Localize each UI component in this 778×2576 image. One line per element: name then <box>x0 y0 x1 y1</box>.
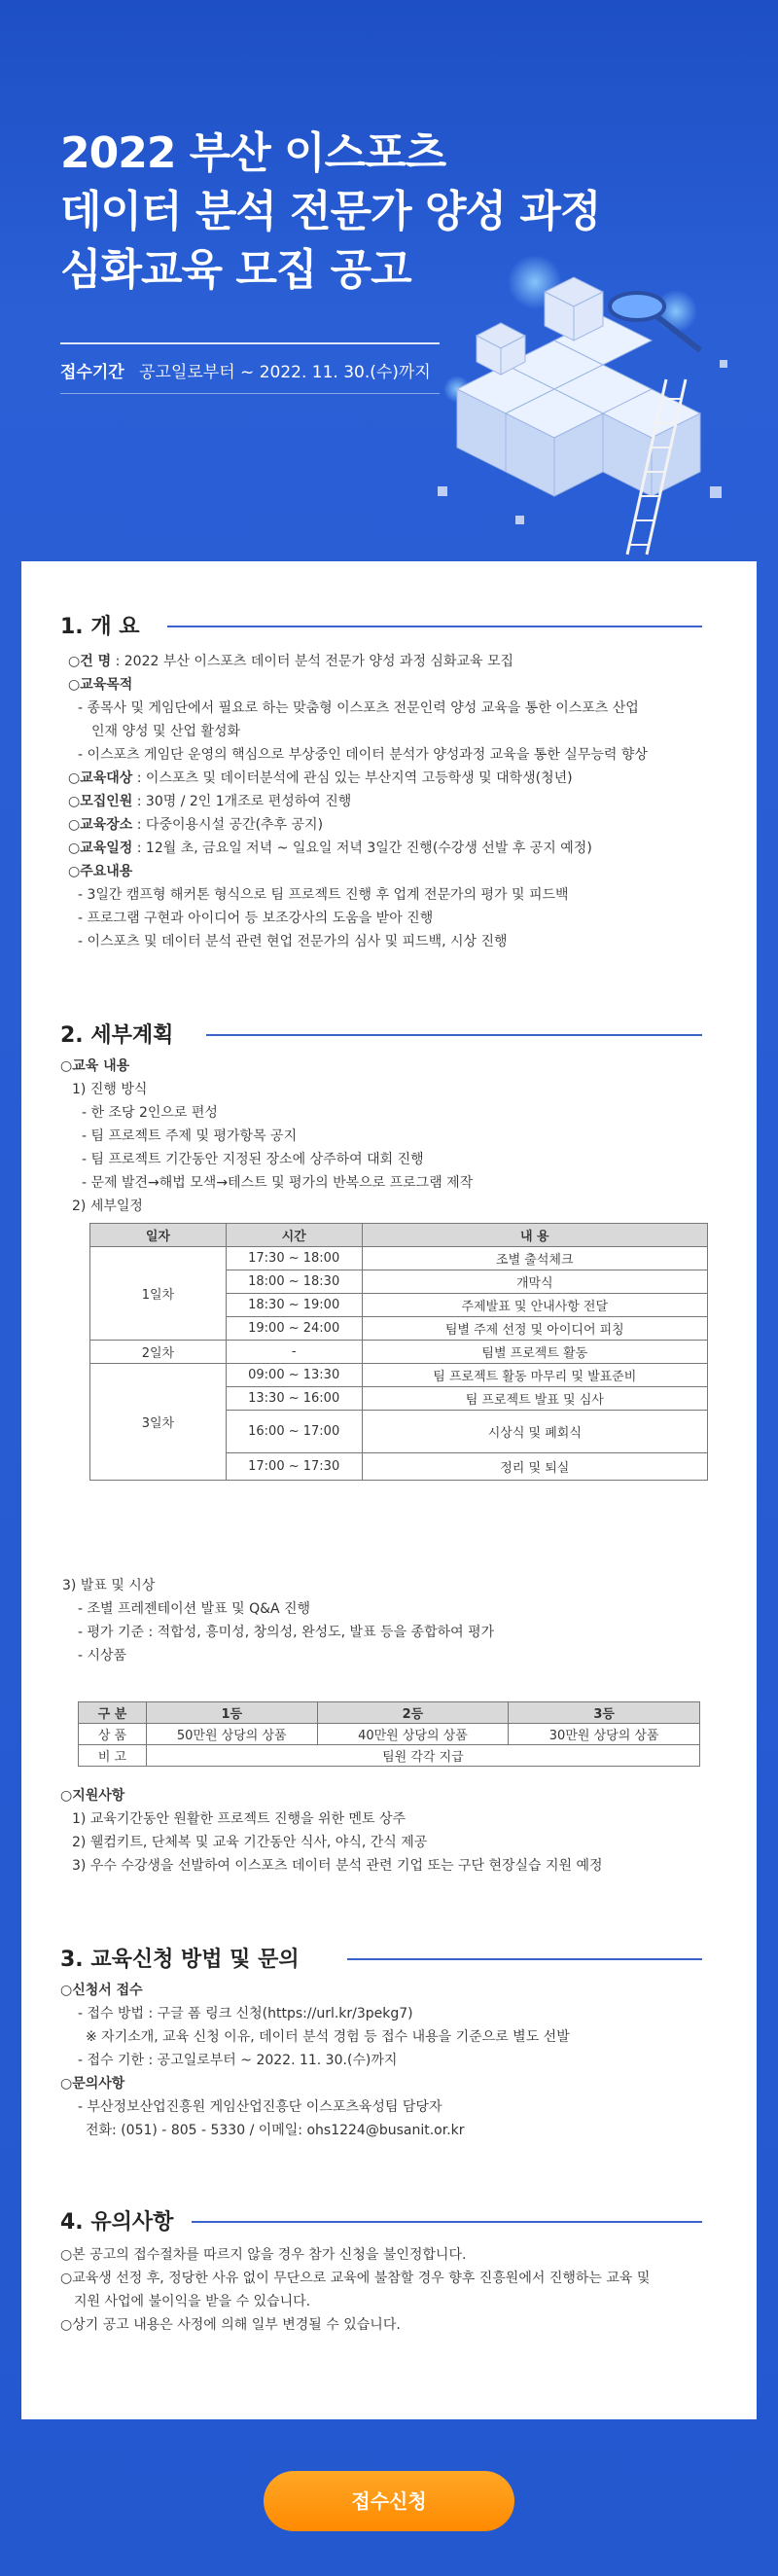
notice-card <box>21 561 757 2419</box>
s1-people-row <box>68 792 351 811</box>
schedule-content: 조별 출석체크 <box>362 1247 707 1270</box>
s2-award-2: - 평가 기준 : 적합성, 흥미성, 창의성, 완성도, 발표 등을 종합하여 평가 <box>78 1625 495 1640</box>
s3-contact-label: ○문의사항 <box>60 2076 125 2092</box>
prize-note-value: 팀원 각각 지급 <box>146 1745 699 1767</box>
schedule-time: 09:00 ~ 13:30 <box>226 1364 362 1387</box>
s4-note-1: ○본 공고의 접수절차를 따르지 않을 경우 참가 신청을 불인정합니다. <box>60 2247 467 2263</box>
schedule-time: 18:00 ~ 18:30 <box>226 1270 362 1294</box>
s3-contact-1: - 부산정보산업진흥원 게임산업진흥단 이스포츠육성팀 담당자 <box>78 2099 442 2115</box>
s1-place-value: : 다중이용시설 공간(추후 공지) <box>132 817 324 833</box>
prize-header-3rd: 3등 <box>509 1702 700 1724</box>
s2-award-label: 3) 발표 및 시상 <box>62 1578 156 1593</box>
s2-method-3: - 팀 프로젝트 기간동안 지정된 장소에 상주하여 대회 진행 <box>82 1152 424 1167</box>
s4-note-2a: ○교육생 선정 후, 정당한 사유 없이 무단으로 교육에 불참할 경우 향후 진흥원에서 진행하는 교육 및 <box>60 2271 651 2286</box>
section-2-title: 2. 세부계획 <box>60 1023 174 1048</box>
s3-apply-3: - 접수 기한 : 공고일로부터 ~ 2022. 11. 30.(수)까지 <box>78 2053 398 2068</box>
s3-apply-label: ○신청서 접수 <box>60 1983 143 1998</box>
s1-name-label: ○건 명 <box>68 654 112 669</box>
schedule-time: 16:00 ~ 17:00 <box>226 1411 362 1453</box>
schedule-time: 17:30 ~ 18:00 <box>226 1247 362 1270</box>
schedule-table <box>89 1223 708 1481</box>
s1-content-1: - 3일간 캠프형 해커톤 형식으로 팀 프로젝트 진행 후 업계 전문가의 평가 및 피드백 <box>78 887 569 903</box>
s2-method-2: - 팀 프로젝트 주제 및 평가항목 공지 <box>82 1128 298 1144</box>
s1-place-row <box>68 815 323 835</box>
s4-note-3: ○상기 공고 내용은 사정에 의해 일부 변경될 수 있습니다. <box>60 2317 401 2333</box>
deadline-value: 공고일로부터 ~ 2022. 11. 30.(수)까지 <box>139 363 431 382</box>
s1-schedule-label: ○교육일정 <box>68 841 133 856</box>
s1-name-row <box>68 652 513 671</box>
section-4-title: 4. 유의사항 <box>60 2210 174 2235</box>
s2-method-label: 1) 진행 방식 <box>72 1082 148 1097</box>
schedule-content: 주제발표 및 안내사항 전달 <box>362 1294 707 1317</box>
s2-support-2: 2) 웰컴키트, 단체복 및 교육 기간동안 식사, 야식, 간식 제공 <box>72 1835 428 1850</box>
schedule-content: 팀별 프로젝트 활동 <box>362 1341 707 1364</box>
prize-1st-value: 50만원 상당의 상품 <box>146 1724 317 1745</box>
apply-button[interactable]: 접수신청 <box>264 2471 514 2531</box>
schedule-time: - <box>226 1341 362 1364</box>
s1-target-value: : 이스포츠 및 데이터분석에 관심 있는 부산지역 고등학생 및 대학생(청년) <box>132 770 573 786</box>
schedule-day-2: 2일차 <box>90 1341 227 1364</box>
s1-content-3: - 이스포츠 및 데이터 분석 관련 현업 전문가의 심사 및 피드백, 시상 진행 <box>78 934 508 949</box>
hero-title-line-3: 심화교육 모집 공고 <box>60 245 411 295</box>
hero-divider-top <box>60 342 440 344</box>
s2-edu-label: ○교육 내용 <box>60 1058 130 1074</box>
section-3-divider <box>347 1958 702 1960</box>
schedule-content: 팀별 주제 선정 및 아이디어 피칭 <box>362 1317 707 1341</box>
s1-goal-1a: - 종목사 및 게임단에서 필요로 하는 맞춤형 이스포츠 전문인력 양성 교육을 통한 이스포츠 산업 <box>78 700 639 716</box>
schedule-time: 18:30 ~ 19:00 <box>226 1294 362 1317</box>
s1-content-2: - 프로그램 구현과 아이디어 등 보조강사의 도움을 받아 진행 <box>78 911 434 926</box>
s3-apply-1: - 접수 방법 : 구글 폼 링크 신청(https://url.kr/3pekg7) <box>78 2006 413 2021</box>
deadline <box>60 358 431 382</box>
hero-banner <box>0 0 778 559</box>
deadline-label: 접수기간 <box>60 363 124 382</box>
s1-name-value: : 2022 부산 이스포츠 데이터 분석 전문가 양성 과정 심화교육 모집 <box>111 654 514 669</box>
cube-data-illustration-icon <box>418 243 749 559</box>
s1-people-label: ○모집인원 <box>68 794 133 809</box>
s1-schedule-row <box>68 839 592 858</box>
schedule-content: 팀 프로젝트 활동 마무리 및 발표준비 <box>362 1364 707 1387</box>
s2-award-1: - 조별 프레젠테이션 발표 및 Q&A 진행 <box>78 1601 311 1617</box>
hero-title-line-1: 2022 부산 이스포츠 <box>60 128 446 178</box>
s1-goal-label: ○교육목적 <box>68 677 133 693</box>
schedule-header-day: 일자 <box>90 1224 227 1247</box>
schedule-content: 팀 프로젝트 발표 및 심사 <box>362 1387 707 1411</box>
schedule-time: 19:00 ~ 24:00 <box>226 1317 362 1341</box>
schedule-content: 시상식 및 폐회식 <box>362 1411 707 1453</box>
s2-support-3: 3) 우수 수강생을 선발하여 이스포츠 데이터 분석 관련 기업 또는 구단 현장실습 지원 예정 <box>72 1858 603 1874</box>
schedule-day-3: 3일차 <box>90 1364 227 1481</box>
prize-3rd-value: 30만원 상당의 상품 <box>509 1724 700 1745</box>
prize-2nd-value: 40만원 상당의 상품 <box>317 1724 509 1745</box>
hero-divider-bottom <box>60 393 440 394</box>
section-3-title: 3. 교육신청 방법 및 문의 <box>60 1948 300 1972</box>
prize-table <box>78 1701 700 1767</box>
s2-award-3: - 시상품 <box>78 1648 127 1664</box>
s1-goal-2: - 이스포츠 게임단 운영의 핵심으로 부상중인 데이터 분석가 양성과정 교육을 통한 실무능력 향상 <box>78 747 648 763</box>
s2-support-1: 1) 교육기간동안 원활한 프로젝트 진행을 위한 멘토 상주 <box>72 1811 407 1827</box>
prize-row-label: 상 품 <box>79 1724 147 1745</box>
hero-title-line-2: 데이터 분석 전문가 양성 과정 <box>60 187 601 236</box>
section-1-divider <box>167 626 702 627</box>
s4-note-2b: 지원 사업에 불이익을 받을 수 있습니다. <box>74 2294 311 2309</box>
schedule-day-1: 1일차 <box>90 1247 227 1341</box>
prize-header-1st: 1등 <box>146 1702 317 1724</box>
schedule-content: 정리 및 퇴실 <box>362 1453 707 1481</box>
s1-target-row <box>68 769 573 788</box>
s2-support-label: ○지원사항 <box>60 1788 125 1804</box>
schedule-time: 17:00 ~ 17:30 <box>226 1453 362 1481</box>
prize-note-label: 비 고 <box>79 1745 147 1767</box>
schedule-time: 13:30 ~ 16:00 <box>226 1387 362 1411</box>
s2-method-1: - 한 조당 2인으로 편성 <box>82 1105 218 1121</box>
schedule-content: 개막식 <box>362 1270 707 1294</box>
s3-apply-2: ※ 자기소개, 교육 신청 이유, 데이터 분석 경험 등 접수 내용을 기준으로 별도 선발 <box>86 2029 570 2045</box>
s2-detail-label: 2) 세부일정 <box>72 1199 143 1214</box>
s2-method-4: - 문제 발견→해법 모색→테스트 및 평가의 반복으로 프로그램 제작 <box>82 1175 474 1191</box>
section-2-divider <box>206 1034 702 1036</box>
s1-place-label: ○교육장소 <box>68 817 133 833</box>
prize-header-category: 구 분 <box>79 1702 147 1724</box>
s1-content-label: ○주요내용 <box>68 864 133 879</box>
s3-contact-2: 전화: (051) - 805 - 5330 / 이메일: ohs1224@busanit.or.kr <box>86 2123 465 2138</box>
schedule-header-time: 시간 <box>226 1224 362 1247</box>
s1-people-value: : 30명 / 2인 1개조로 편성하여 진행 <box>132 794 352 809</box>
section-4-divider <box>192 2221 702 2223</box>
s1-schedule-value: : 12월 초, 금요일 저녁 ~ 일요일 저녁 3일간 진행(수강생 선발 후 공지 예정) <box>132 841 592 856</box>
s1-target-label: ○교육대상 <box>68 770 133 786</box>
prize-header-2nd: 2등 <box>317 1702 509 1724</box>
schedule-header-content: 내 용 <box>362 1224 707 1247</box>
s1-goal-1b: 인재 양성 및 산업 활성화 <box>91 724 241 739</box>
section-1-title: 1. 개 요 <box>60 615 140 639</box>
